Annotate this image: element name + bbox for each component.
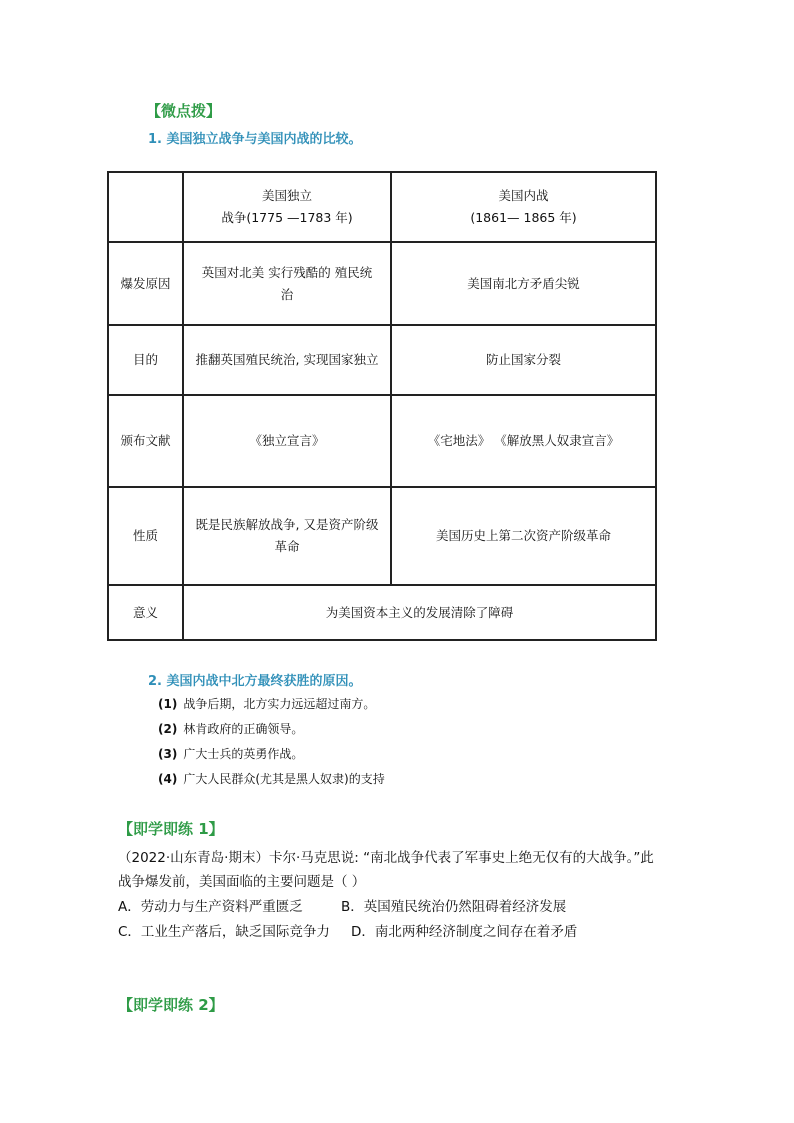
table-cell: 美国历史上第二次资产阶级革命 xyxy=(391,487,656,585)
table-row xyxy=(108,395,656,487)
list-item xyxy=(158,720,303,737)
table-cell: 《独立宣言》 xyxy=(183,395,391,487)
row-label: 意义 xyxy=(108,585,183,640)
cell-line: 治 xyxy=(280,286,294,302)
list-item-text: 林肯政府的正确领导。 xyxy=(183,722,304,736)
question-line: （2022·山东青岛·期末）卡尔·马克思说: “南北战争代表了军事史上绝无仅有的大战争。”此 xyxy=(118,850,654,866)
cell-line: 英国对北美 实行残酷的 殖民统 xyxy=(201,264,373,280)
comparison-table xyxy=(107,171,657,641)
list-item-number: (3) xyxy=(158,747,178,761)
table-cell: 推翻英国殖民统治, 实现国家独立 xyxy=(183,325,391,395)
row-label: 爆发原因 xyxy=(108,242,183,325)
list-item-text: 广大士兵的英勇作战。 xyxy=(183,747,304,761)
header-line: 战争(1775 —1783 年) xyxy=(221,210,353,225)
question-line: 战争爆发前，美国面临的主要问题是（ ） xyxy=(118,874,366,890)
table-row xyxy=(108,242,656,325)
list-item-number: (1) xyxy=(158,697,178,711)
list-item-number: (2) xyxy=(158,722,178,736)
subheading-north-victory: 2. 美国内战中北方最终获胜的原因。 xyxy=(148,674,362,689)
list-item xyxy=(158,745,303,762)
table-cell: 《宅地法》 《解放黑人奴隶宣言》 xyxy=(391,395,656,487)
table-row xyxy=(108,487,656,585)
table-cell: 防止国家分裂 xyxy=(391,325,656,395)
option-a: A．劳动力与生产资料严重匮乏 xyxy=(118,899,303,915)
row-label: 性质 xyxy=(108,487,183,585)
header-line: (1861— 1865 年) xyxy=(470,210,577,225)
section-header-practice-2: 【即学即练 2】 xyxy=(118,996,224,1014)
table-cell-merged: 为美国资本主义的发展清除了障碍 xyxy=(183,585,656,640)
list-item-number: (4) xyxy=(158,772,178,786)
cell-line: 革命 xyxy=(274,539,300,554)
list-item-text: 广大人民群众(尤其是黑人奴隶)的支持 xyxy=(183,772,385,786)
option-c: C．工业生产落后，缺乏国际竞争力 xyxy=(118,924,330,940)
option-b: B．英国殖民统治仍然阻碍着经济发展 xyxy=(341,899,567,915)
table-cell xyxy=(183,242,391,325)
table-cell xyxy=(183,487,391,585)
cell-line: 既是民族解放战争, 又是资产阶级 xyxy=(195,517,379,533)
section-header-practice-1: 【即学即练 1】 xyxy=(118,820,224,838)
option-d: D．南北两种经济制度之间存在着矛盾 xyxy=(351,924,578,940)
table-cell-empty xyxy=(108,172,183,242)
table-header-row xyxy=(108,172,656,242)
table-row xyxy=(108,585,656,640)
list-item-text: 战争后期，北方实力远远超过南方。 xyxy=(183,697,376,711)
row-label: 颁布文献 xyxy=(108,395,183,487)
header-line: 美国内战 xyxy=(498,188,549,204)
table-cell: 美国南北方矛盾尖锐 xyxy=(391,242,656,325)
row-label: 目的 xyxy=(108,325,183,395)
section-header-weidianbo: 【微点拨】 xyxy=(146,102,222,120)
subheading-comparison: 1. 美国独立战争与美国内战的比较。 xyxy=(148,132,362,147)
table-row xyxy=(108,325,656,395)
list-item xyxy=(158,695,375,712)
table-header-independence xyxy=(183,172,391,242)
header-line: 美国独立 xyxy=(261,188,312,204)
list-item xyxy=(158,770,385,787)
table-header-civil-war xyxy=(391,172,656,242)
